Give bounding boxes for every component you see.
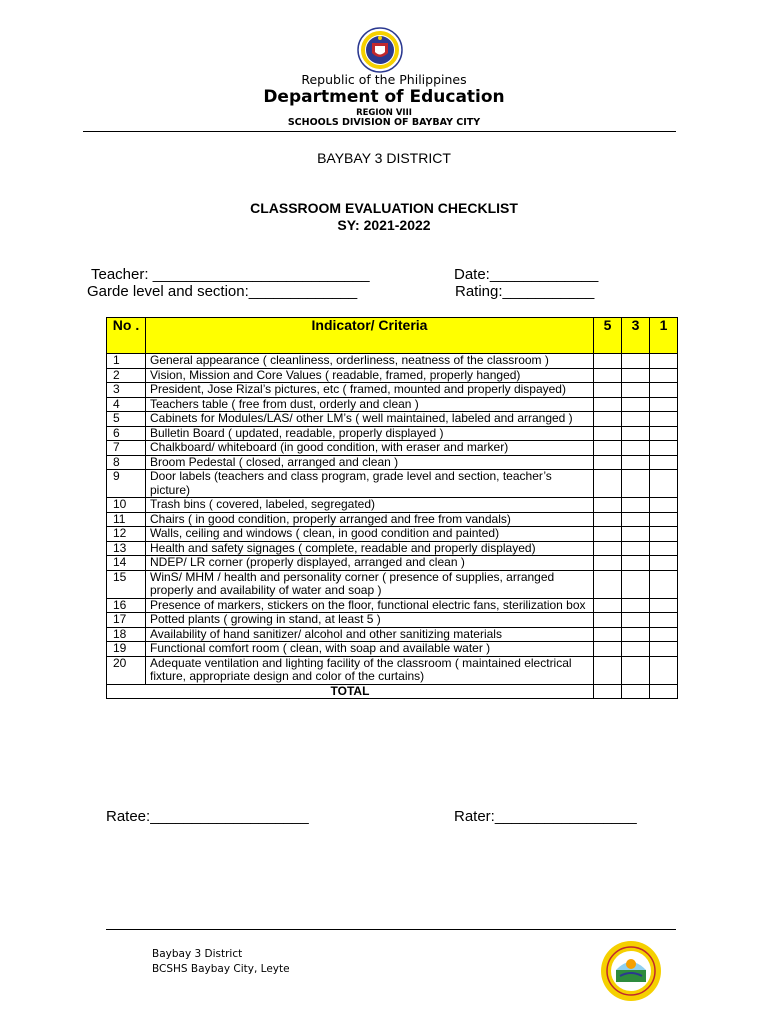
row-number: 10 xyxy=(107,498,146,513)
score-cell-5[interactable] xyxy=(594,627,622,642)
table-row xyxy=(107,541,678,556)
score-cell-3[interactable] xyxy=(622,383,650,398)
table-row xyxy=(107,412,678,427)
score-cell-1[interactable] xyxy=(650,570,678,598)
school-year: SY: 2021-2022 xyxy=(337,217,431,233)
table-row xyxy=(107,527,678,542)
row-number: 7 xyxy=(107,441,146,456)
table-row xyxy=(107,556,678,571)
score-cell-1[interactable] xyxy=(650,455,678,470)
score-cell-1[interactable] xyxy=(650,512,678,527)
table-row xyxy=(107,512,678,527)
score-cell-1[interactable] xyxy=(650,470,678,498)
score-cell-5[interactable] xyxy=(594,441,622,456)
row-number: 8 xyxy=(107,455,146,470)
score-cell-3[interactable] xyxy=(622,412,650,427)
score-cell-1[interactable] xyxy=(650,541,678,556)
score-cell-5[interactable] xyxy=(594,383,622,398)
score-cell-3[interactable] xyxy=(622,570,650,598)
table-row xyxy=(107,642,678,657)
title-line: CLASSROOM EVALUATION CHECKLIST xyxy=(250,200,518,216)
row-indicator: Cabinets for Modules/LAS/ other LM’s ( well maintained, labeled and arranged ) xyxy=(146,412,594,427)
deped-seal-icon xyxy=(353,26,407,74)
score-cell-5[interactable] xyxy=(594,498,622,513)
row-indicator: Teachers table ( free from dust, orderly and clean ) xyxy=(146,397,594,412)
row-number: 16 xyxy=(107,598,146,613)
score-cell-3[interactable] xyxy=(622,470,650,498)
department-name: Department of Education xyxy=(263,87,505,107)
score-cell-1[interactable] xyxy=(650,527,678,542)
score-cell-5[interactable] xyxy=(594,527,622,542)
region-line: REGION VIII xyxy=(356,108,412,118)
division-line: SCHOOLS DIVISION OF BAYBAY CITY xyxy=(287,117,481,128)
table-row xyxy=(107,397,678,412)
score-cell-1[interactable] xyxy=(650,656,678,684)
grade-section-field: Garde level and section:_____________ xyxy=(87,283,358,300)
score-cell-5[interactable] xyxy=(594,368,622,383)
row-indicator: Potted plants ( growing in stand, at least 5 ) xyxy=(146,613,594,628)
score-cell-5[interactable] xyxy=(594,570,622,598)
score-cell-3[interactable] xyxy=(622,598,650,613)
score-cell-3[interactable] xyxy=(622,512,650,527)
score-cell-5[interactable] xyxy=(594,470,622,498)
score-cell-5[interactable] xyxy=(594,354,622,369)
header-indicator: Indicator/ Criteria xyxy=(146,318,594,354)
row-indicator: WinS/ MHM / health and personality corner ( presence of supplies, arranged properly and availability of water and soap ) xyxy=(146,570,594,598)
score-cell-5[interactable] xyxy=(594,541,622,556)
row-number: 12 xyxy=(107,527,146,542)
row-number: 15 xyxy=(107,570,146,598)
score-cell-3[interactable] xyxy=(622,397,650,412)
row-number: 4 xyxy=(107,397,146,412)
rater-signature: Rater:_________________ xyxy=(454,808,637,825)
row-number: 1 xyxy=(107,354,146,369)
row-indicator: President, Jose Rizal’s pictures, etc ( framed, mounted and properly dispayed) xyxy=(146,383,594,398)
score-cell-1[interactable] xyxy=(650,642,678,657)
score-cell-3[interactable] xyxy=(622,368,650,383)
score-cell-1[interactable] xyxy=(650,383,678,398)
row-indicator: Walls, ceiling and windows ( clean, in good condition and painted) xyxy=(146,527,594,542)
rating-field: Rating:___________ xyxy=(455,283,595,300)
row-indicator: Chalkboard/ whiteboard (in good condition, with eraser and marker) xyxy=(146,441,594,456)
row-number: 9 xyxy=(107,470,146,498)
footer-divider xyxy=(106,929,676,930)
table-row xyxy=(107,441,678,456)
row-indicator: Vision, Mission and Core Values ( readable, framed, properly hanged) xyxy=(146,368,594,383)
division-logo-icon xyxy=(598,940,664,1002)
row-indicator: NDEP/ LR corner (properly displayed, arranged and clean ) xyxy=(146,556,594,571)
row-number: 3 xyxy=(107,383,146,398)
row-number: 20 xyxy=(107,656,146,684)
row-indicator: Health and safety signages ( complete, readable and properly displayed) xyxy=(146,541,594,556)
score-cell-5[interactable] xyxy=(594,642,622,657)
score-cell-3[interactable] xyxy=(622,613,650,628)
score-cell-1[interactable] xyxy=(650,397,678,412)
document-title xyxy=(0,200,768,234)
row-indicator: Bulletin Board ( updated, readable, properly displayed ) xyxy=(146,426,594,441)
score-cell-3[interactable] xyxy=(622,556,650,571)
score-cell-5[interactable] xyxy=(594,512,622,527)
score-cell-3[interactable] xyxy=(622,498,650,513)
table-row xyxy=(107,598,678,613)
district-name: BAYBAY 3 DISTRICT xyxy=(317,150,451,166)
row-number: 18 xyxy=(107,627,146,642)
score-cell-5[interactable] xyxy=(594,598,622,613)
row-number: 11 xyxy=(107,512,146,527)
row-indicator: General appearance ( cleanliness, orderliness, neatness of the classroom ) xyxy=(146,354,594,369)
row-number: 19 xyxy=(107,642,146,657)
score-cell-3[interactable] xyxy=(622,354,650,369)
score-cell-3[interactable] xyxy=(622,527,650,542)
score-cell-1[interactable] xyxy=(650,613,678,628)
header-divider xyxy=(83,131,676,132)
score-cell-1[interactable] xyxy=(650,556,678,571)
republic-line: Republic of the Philippines xyxy=(301,72,467,87)
total-score-5[interactable] xyxy=(594,684,622,699)
row-number: 13 xyxy=(107,541,146,556)
score-cell-5[interactable] xyxy=(594,426,622,441)
score-cell-1[interactable] xyxy=(650,368,678,383)
table-row xyxy=(107,455,678,470)
ratee-signature: Ratee:___________________ xyxy=(106,808,309,825)
score-cell-3[interactable] xyxy=(622,455,650,470)
table-row xyxy=(107,613,678,628)
row-number: 17 xyxy=(107,613,146,628)
teacher-field: Teacher: __________________________ xyxy=(91,266,370,283)
header-score-1: 1 xyxy=(650,318,678,354)
row-indicator: Presence of markers, stickers on the floor, functional electric fans, sterilization box xyxy=(146,598,594,613)
score-cell-5[interactable] xyxy=(594,556,622,571)
date-field: Date:_____________ xyxy=(454,266,599,283)
table-row xyxy=(107,656,678,684)
table-row xyxy=(107,627,678,642)
score-cell-5[interactable] xyxy=(594,613,622,628)
table-row xyxy=(107,570,678,598)
score-cell-5[interactable] xyxy=(594,656,622,684)
score-cell-5[interactable] xyxy=(594,412,622,427)
row-number: 14 xyxy=(107,556,146,571)
row-indicator: Functional comfort room ( clean, with soap and available water ) xyxy=(146,642,594,657)
row-number: 5 xyxy=(107,412,146,427)
row-number: 6 xyxy=(107,426,146,441)
total-score-3[interactable] xyxy=(622,684,650,699)
table-row xyxy=(107,354,678,369)
table-row xyxy=(107,383,678,398)
footer-address: BCSHS Baybay City, Leyte xyxy=(152,963,290,975)
total-row xyxy=(107,684,678,699)
table-row xyxy=(107,368,678,383)
score-cell-3[interactable] xyxy=(622,627,650,642)
score-cell-3[interactable] xyxy=(622,441,650,456)
score-cell-1[interactable] xyxy=(650,627,678,642)
row-number: 2 xyxy=(107,368,146,383)
total-score-1[interactable] xyxy=(650,684,678,699)
header-score-3: 3 xyxy=(622,318,650,354)
score-cell-5[interactable] xyxy=(594,397,622,412)
score-cell-3[interactable] xyxy=(622,642,650,657)
total-label: TOTAL xyxy=(107,684,594,699)
score-cell-1[interactable] xyxy=(650,426,678,441)
table-header-row xyxy=(107,318,678,354)
row-indicator: Door labels (teachers and class program, grade level and section, teacher’s picture) xyxy=(146,470,594,498)
score-cell-1[interactable] xyxy=(650,354,678,369)
table-row xyxy=(107,498,678,513)
score-cell-3[interactable] xyxy=(622,656,650,684)
score-cell-1[interactable] xyxy=(650,441,678,456)
score-cell-3[interactable] xyxy=(622,426,650,441)
header-score-5: 5 xyxy=(594,318,622,354)
checklist-table xyxy=(106,317,678,699)
row-indicator: Adequate ventilation and lighting facility of the classroom ( maintained electrical fixture, appropriate design and color of the curtains) xyxy=(146,656,594,684)
row-indicator: Chairs ( in good condition, properly arranged and free from vandals) xyxy=(146,512,594,527)
score-cell-5[interactable] xyxy=(594,455,622,470)
header-no: No . xyxy=(107,318,146,354)
row-indicator: Broom Pedestal ( closed, arranged and clean ) xyxy=(146,455,594,470)
footer-district: Baybay 3 District xyxy=(152,948,243,960)
score-cell-1[interactable] xyxy=(650,412,678,427)
row-indicator: Trash bins ( covered, labeled, segregated) xyxy=(146,498,594,513)
row-indicator: Availability of hand sanitizer/ alcohol and other sanitizing materials xyxy=(146,627,594,642)
table-row xyxy=(107,470,678,498)
score-cell-1[interactable] xyxy=(650,498,678,513)
score-cell-1[interactable] xyxy=(650,598,678,613)
score-cell-3[interactable] xyxy=(622,541,650,556)
table-row xyxy=(107,426,678,441)
